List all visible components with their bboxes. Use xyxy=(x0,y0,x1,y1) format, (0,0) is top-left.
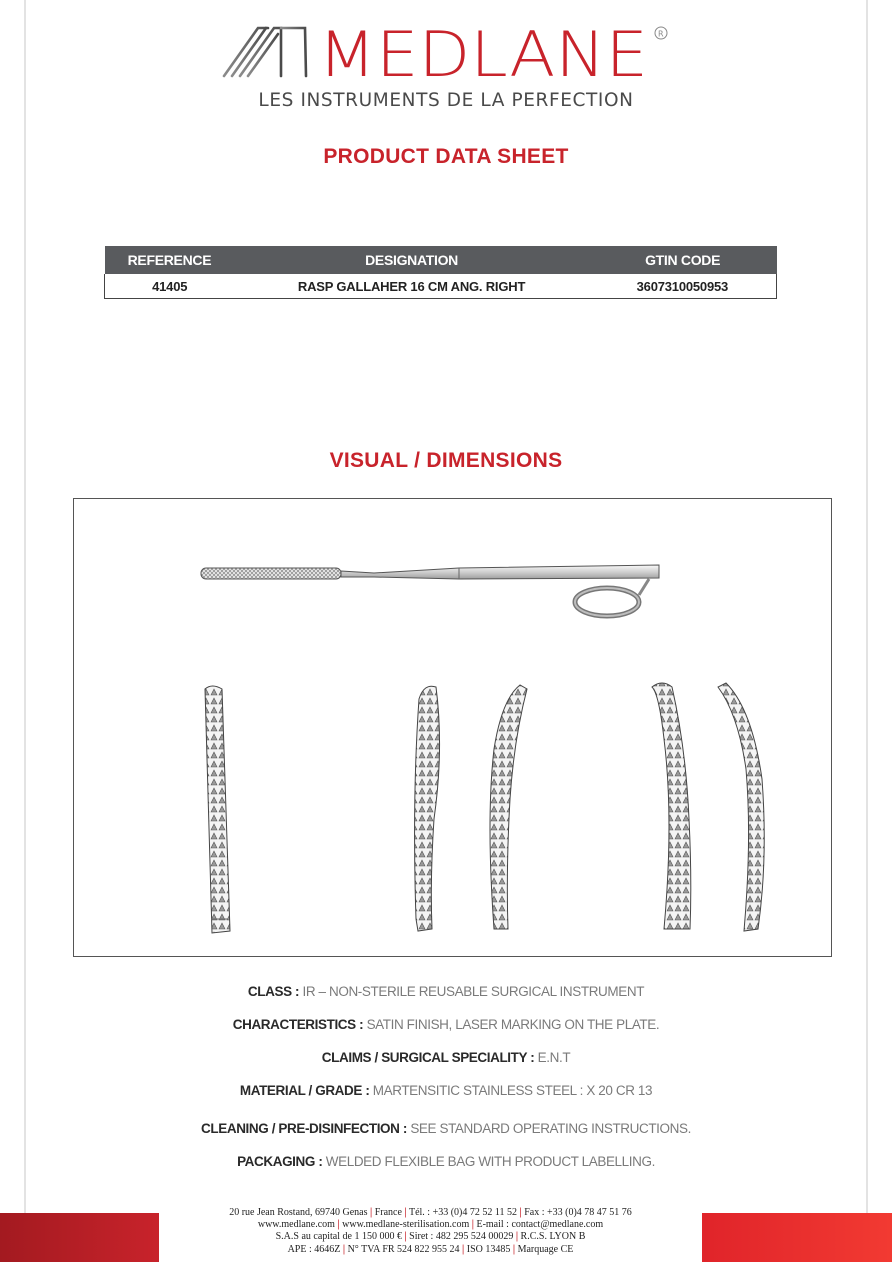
spec-value: SEE STANDARD OPERATING INSTRUCTIONS. xyxy=(410,1121,691,1136)
spec-label: PACKAGING : xyxy=(237,1154,326,1169)
spec-value: E.N.T xyxy=(537,1050,571,1065)
footer-capital: S.A.S au capital de 1 150 000 € xyxy=(275,1231,402,1243)
cell-gtin-code: 3607310050953 xyxy=(589,274,777,299)
footer-contact xyxy=(159,1207,702,1256)
spec-label: MATERIAL / GRADE : xyxy=(239,1083,373,1098)
footer-iso: ISO 13485 xyxy=(466,1243,511,1255)
footer-sterilisation-link[interactable]: www.medlane-sterilisation.com xyxy=(342,1219,470,1231)
footer-marquage: Marquage CE xyxy=(517,1243,574,1255)
rasp-detail-curved-left xyxy=(415,685,527,931)
footer-tel: Tél. : +33 (0)4 72 52 11 52 xyxy=(408,1207,518,1218)
rasp-illustration xyxy=(74,499,831,956)
cell-designation: RASP GALLAHER 16 CM ANG. RIGHT xyxy=(234,274,588,299)
page-frame-right xyxy=(866,0,868,1262)
spec-value: SATIN FINISH, LASER MARKING ON THE PLATE. xyxy=(366,1017,660,1032)
spec-label: CHARACTERISTICS : xyxy=(232,1017,367,1032)
header-designation: DESIGNATION xyxy=(234,246,588,274)
footer-line-1: 20 rue Jean Rostand, 69740 Genas | France | Tél. : +33 (0)4 72 52 11 52 | Fax : +33 (0)4 78 47 51 76 xyxy=(229,1207,632,1218)
spec-packaging xyxy=(0,1154,892,1169)
product-data-sheet-title: PRODUCT DATA SHEET xyxy=(323,145,569,168)
footer-ape: APE : 4646Z xyxy=(287,1243,341,1255)
spec-value: WELDED FLEXIBLE BAG WITH PRODUCT LABELLING. xyxy=(325,1154,655,1169)
spec-claims xyxy=(0,1050,892,1065)
spec-cleaning xyxy=(0,1121,892,1136)
footer-address: 20 rue Jean Rostand, 69740 Genas xyxy=(229,1207,368,1218)
footer-siret: Siret : 482 295 524 00029 xyxy=(409,1231,514,1243)
logo-text: MEDLANE xyxy=(318,20,648,91)
footer-red-bar-right xyxy=(702,1213,892,1262)
spec-material xyxy=(0,1083,892,1098)
table-row xyxy=(105,274,777,299)
footer-fax: Fax : +33 (0)4 78 47 51 76 xyxy=(524,1207,632,1218)
spec-characteristics xyxy=(0,1017,892,1032)
footer-line-4: APE : 4646Z | N° TVA FR 524 822 955 24 | ISO 13485 | Marquage CE xyxy=(287,1243,574,1255)
spec-label: CLEANING / PRE-DISINFECTION : xyxy=(201,1121,411,1136)
product-visual-box xyxy=(73,498,832,957)
cell-reference: 41405 xyxy=(105,274,235,299)
spec-label: CLAIMS / SURGICAL SPECIALITY : xyxy=(321,1050,538,1065)
footer-line-3: S.A.S au capital de 1 150 000 € | Siret : 482 295 524 00029 | R.C.S. LYON B xyxy=(275,1231,586,1243)
visual-dimensions-title: VISUAL / DIMENSIONS xyxy=(329,449,563,472)
spec-value: IR – NON-STERILE REUSABLE SURGICAL INSTRUMENT xyxy=(302,984,645,999)
footer-tva: N° TVA FR 524 822 955 24 xyxy=(347,1243,460,1255)
brand-tagline: LES INSTRUMENTS DE LA PERFECTION xyxy=(258,90,634,111)
svg-text:R: R xyxy=(658,29,664,39)
footer-rcs: R.C.S. LYON B xyxy=(520,1231,586,1243)
table-header-row xyxy=(105,246,777,274)
header-gtin-code: GTIN CODE xyxy=(589,246,777,274)
rasp-detail-curved-right xyxy=(652,683,764,931)
footer-line-2: www.medlane.com | www.medlane-sterilisation.com | E-mail : contact@medlane.com xyxy=(257,1219,604,1231)
page-frame-left xyxy=(24,0,26,1262)
reference-table xyxy=(104,246,777,299)
footer-country: France xyxy=(374,1207,402,1218)
header-reference: REFERENCE xyxy=(105,246,235,274)
full-instrument-drawing xyxy=(201,565,659,616)
spec-class xyxy=(0,984,892,999)
spec-value: MARTENSITIC STAINLESS STEEL : X 20 CR 13 xyxy=(372,1083,653,1098)
footer-email-link[interactable]: E-mail : contact@medlane.com xyxy=(476,1219,604,1231)
rasp-detail-front xyxy=(205,686,230,933)
footer-red-bar-left xyxy=(0,1213,159,1262)
footer-website-link[interactable]: www.medlane.com xyxy=(257,1219,335,1231)
spec-label: CLASS : xyxy=(247,984,303,999)
